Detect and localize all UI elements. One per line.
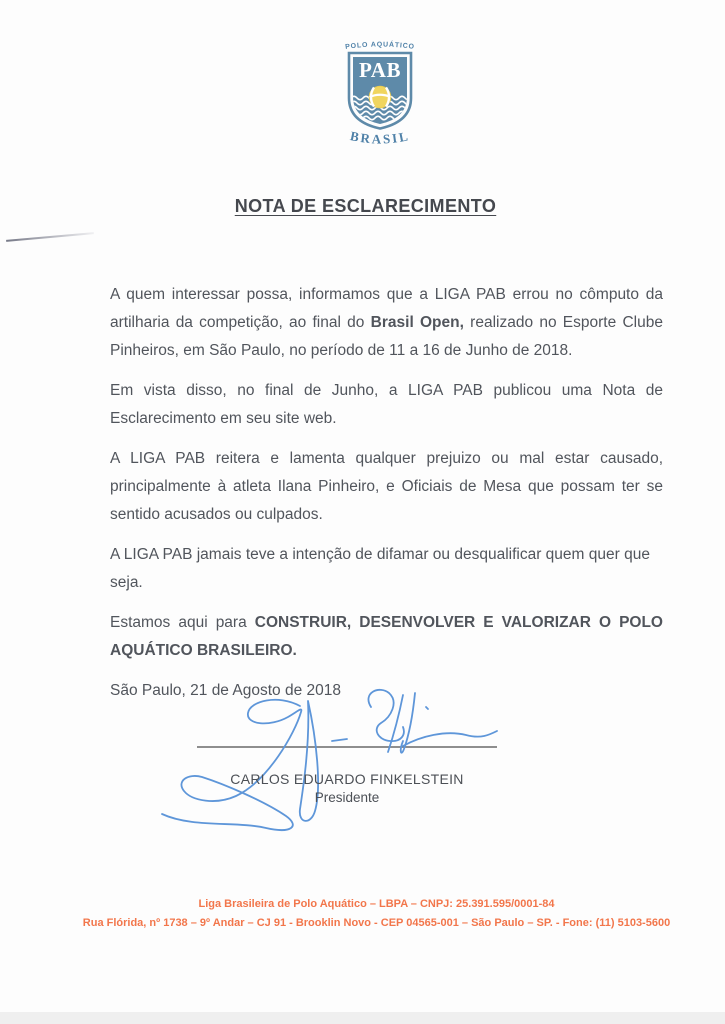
signature-graphic (140, 685, 540, 855)
logo-top-text: POLO AQUÁTICO (344, 41, 416, 52)
logo-bottom-text: BRASIL (348, 128, 412, 147)
footer-line-2: Rua Flórida, nº 1738 – 9º Andar – CJ 91 - Brooklin Novo - CEP 04565-001 – São Paulo – SP. - Fone: (11) 5103-5600 (82, 917, 671, 929)
date-line: São Paulo, 21 de Agosto de 2018 (110, 682, 341, 699)
logo-shield-text: PAB (359, 58, 401, 82)
paragraph-4: A LIGA PAB jamais teve a intenção de difamar ou desqualificar quem quer que seja. (110, 546, 650, 591)
paragraph-1-bold: Brasil Open, (370, 314, 464, 331)
pab-logo-graphic (320, 38, 440, 154)
paragraph-5 (110, 609, 663, 665)
waterpolo-ball-icon (369, 86, 391, 108)
paragraph-1 (110, 281, 663, 365)
paragraph-5-pre: Estamos aqui para (110, 614, 255, 631)
signature-block (140, 685, 540, 855)
paragraph-1-post: realizado no Esporte Clube Pinheiros, em São Paulo, no período de 11 a 16 de Junho de 2018. (110, 314, 663, 359)
paragraph-2: Em vista disso, no final de Junho, a LIGA PAB publicou uma Nota de Esclarecimento em seu site web. (110, 382, 663, 427)
scan-artifact-mark (6, 232, 94, 242)
paragraph-5-bold: CONSTRUIR, DESENVOLVER E VALORIZAR O POLO AQUÁTICO BRASILEIRO. (110, 614, 663, 659)
scan-edge-strip (0, 1012, 725, 1024)
handwritten-signature-icon (162, 690, 497, 830)
signer-name: CARLOS EDUARDO FINKELSTEIN (230, 771, 464, 787)
page-title-text: NOTA DE ESCLARECIMENTO (234, 196, 497, 216)
footer-line-1: Liga Brasileira de Polo Aquático – LBPA – CNPJ: 25.391.595/0001-84 (198, 898, 555, 910)
letter-body (110, 281, 663, 717)
paragraph-1-pre: A quem interessar possa, informamos que a LIGA PAB errou no cômputo da artilharia da competição, ao final do (110, 286, 663, 331)
page-title (3, 196, 725, 217)
signer-role: Presidente (314, 790, 380, 805)
pab-logo (320, 38, 440, 154)
letterhead-footer (14, 895, 725, 933)
paragraph-3: A LIGA PAB reitera e lamenta qualquer prejuizo ou mal estar causado, principalmente à atleta Ilana Pinheiro, e Oficiais de Mesa que possam ter se sentido acusados ou culpados. (110, 450, 663, 523)
